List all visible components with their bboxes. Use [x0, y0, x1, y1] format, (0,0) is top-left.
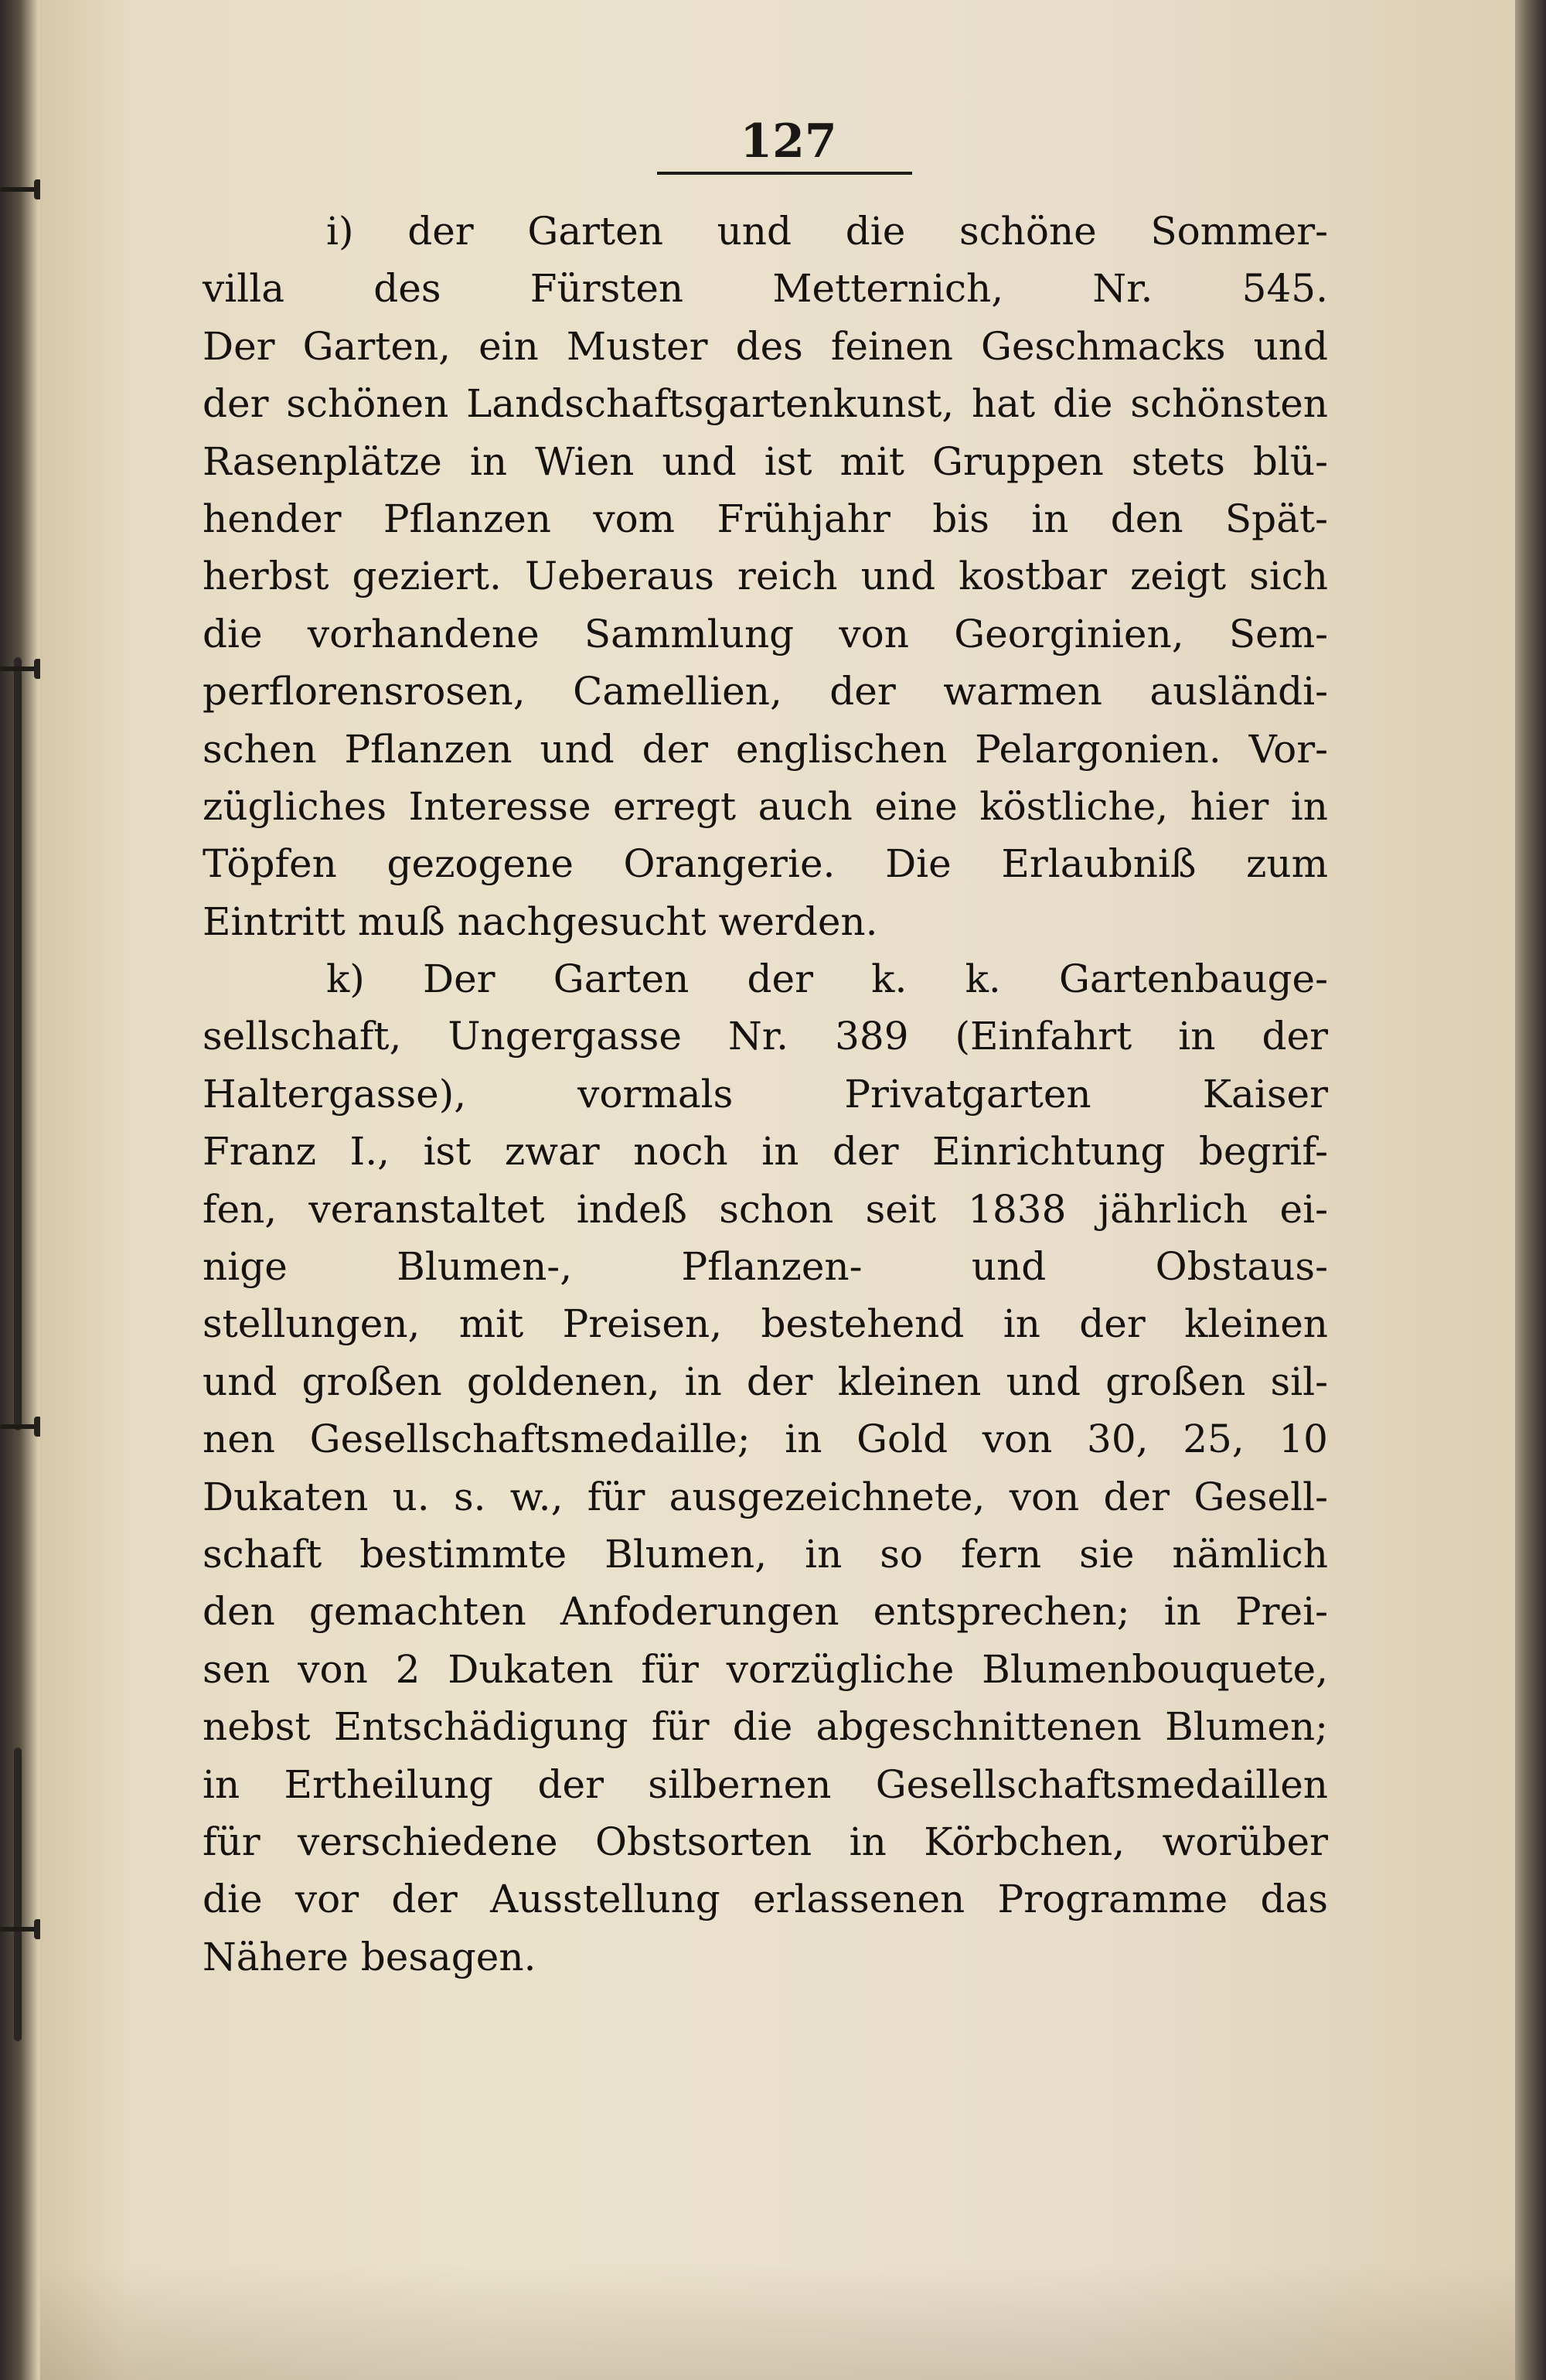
text-line: die vorhandene Sammlung von Georginien, Sem- [203, 611, 1328, 656]
text-line: der schönen Landschaftsgartenkunst, hat die schönsten [203, 381, 1328, 427]
text-line: stellungen, mit Preisen, bestehend in der kleinen [203, 1301, 1328, 1347]
text-line: sellschaft, Ungergasse Nr. 389 (Einfahrt in der [203, 1014, 1328, 1059]
text-line: und großen goldenen, in der kleinen und großen sil- [203, 1359, 1328, 1404]
text-line: die vor der Ausstellung erlassenen Programme das [203, 1877, 1328, 1922]
text-line: Der Garten, ein Muster des feinen Geschmacks und [203, 323, 1328, 369]
text-line: nen Gesellschaftsmedaille; in Gold von 30, 25, 10 [203, 1417, 1328, 1462]
text-line: Eintritt muß nachgesucht werden. [203, 898, 878, 944]
body-text [203, 203, 1328, 1986]
text-line: schaft bestimmte Blumen, in so fern sie nämlich [203, 1531, 1328, 1577]
header-rule [657, 172, 912, 175]
text-line: hender Pflanzen vom Frühjahr bis in den Spät- [203, 496, 1328, 541]
page-edge [1515, 0, 1546, 2380]
page-number: 127 [740, 114, 837, 169]
text-line: Nähere besagen. [203, 1934, 536, 1979]
text-line: villa des Fürsten Metternich, Nr. 545. [203, 266, 1328, 312]
text-line: den gemachten Anfoderungen entsprechen; in Prei- [203, 1589, 1328, 1635]
text-line: k) Der Garten der k. k. Gartenbauge- [326, 956, 1328, 1002]
binding-thread [14, 1747, 22, 2041]
text-line: Haltergasse), vormals Privatgarten Kaiser [203, 1071, 1328, 1117]
binding-thread [14, 657, 22, 1430]
book-binding [0, 0, 45, 2380]
text-line: perflorensrosen, Camellien, der warmen ausländi- [203, 669, 1328, 714]
text-line: Töpfen gezogene Orangerie. Die Erlaubniß zum [203, 841, 1328, 887]
text-line: sen von 2 Dukaten für vorzügliche Blumenbouquete, [203, 1646, 1328, 1692]
text-line: nebst Entschädigung für die abgeschnittenen Blumen; [203, 1704, 1328, 1750]
text-line: in Ertheilung der silbernen Gesellschaftsmedaillen [203, 1761, 1328, 1807]
text-line: zügliches Interesse erregt auch eine köstliche, hier in [203, 783, 1328, 829]
text-line: Franz I., ist zwar noch in der Einrichtung begrif- [203, 1129, 1328, 1175]
page-shading [40, 2264, 1518, 2380]
text-line: nige Blumen-, Pflanzen- und Obstaus- [203, 1244, 1328, 1290]
text-line: schen Pflanzen und der englischen Pelargonien. Vor- [203, 726, 1328, 772]
text-line: Rasenplätze in Wien und ist mit Gruppen stets blü- [203, 438, 1328, 484]
text-line: i) der Garten und die schöne Sommer- [326, 209, 1328, 254]
text-line: fen, veranstaltet indeß schon seit 1838 jährlich ei- [203, 1186, 1328, 1232]
text-line: Dukaten u. s. w., für ausgezeichnete, von der Gesell- [203, 1474, 1328, 1519]
text-line: für verschiedene Obstsorten in Körbchen, worüber [203, 1819, 1328, 1864]
text-line: herbst geziert. Ueberaus reich und kostbar zeigt sich [203, 554, 1328, 599]
